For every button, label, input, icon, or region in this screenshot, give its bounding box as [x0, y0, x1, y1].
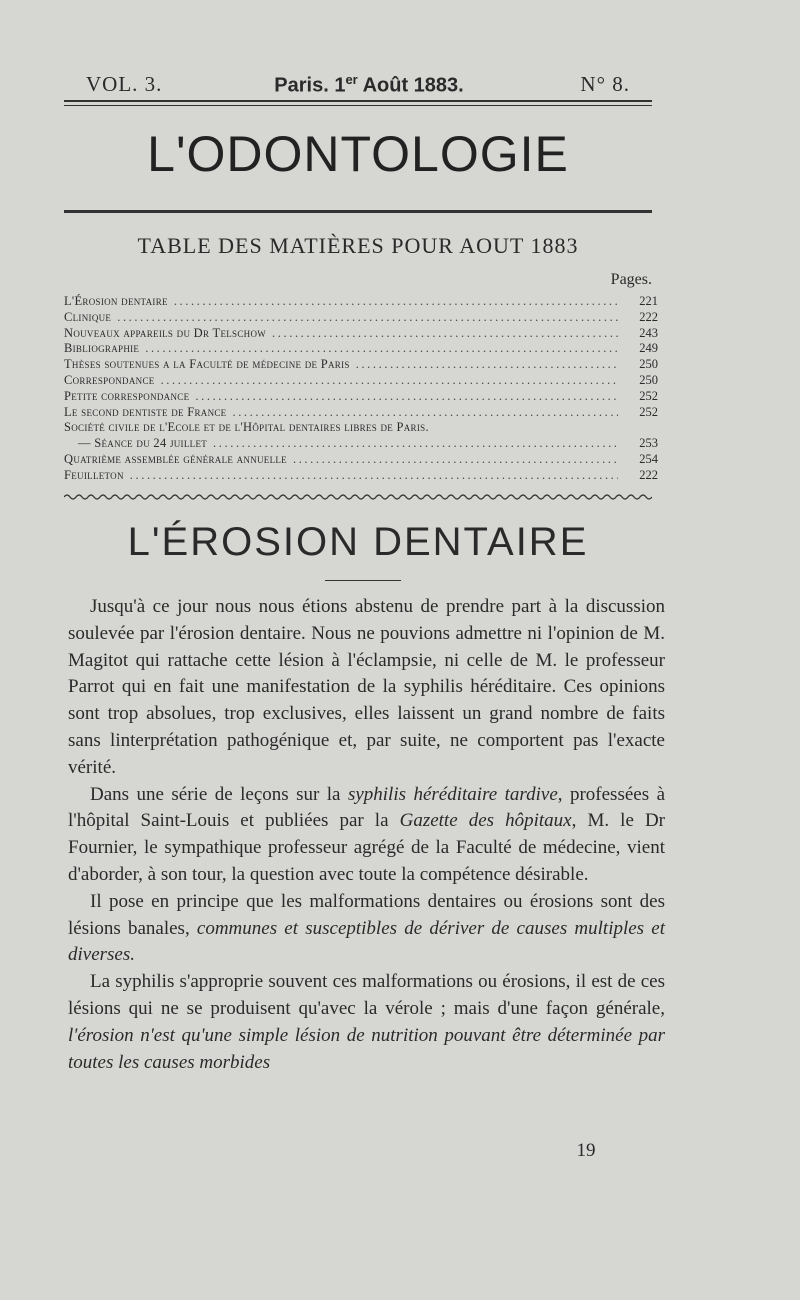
toc-leader: [356, 357, 618, 373]
paragraph-3: [68, 889, 665, 969]
volume-label: VOL. 3.: [86, 72, 163, 96]
toc-entry-title: Le second dentiste de France: [64, 404, 227, 419]
toc-entry: [64, 420, 658, 436]
toc-entry: [64, 357, 658, 373]
toc-entry-page: 222: [639, 309, 658, 324]
toc-leader: [161, 373, 618, 389]
header-double-rule: [64, 100, 652, 106]
toc-leader: [117, 310, 618, 326]
p4-text-a: La syphilis s'approprie souvent ces malformations ou érosions, il est de ces lésions qui ne se produisent qu'avec la vérole ; mais d'une façon générale,: [68, 971, 665, 1019]
issue-date: [244, 72, 494, 98]
toc-entry-title: — Séance du 24 juillet: [78, 436, 208, 451]
toc-entry-page: 221: [639, 294, 658, 308]
masthead: [64, 68, 652, 102]
toc-entry: [64, 294, 658, 310]
toc-leader: [145, 341, 618, 357]
toc-heading: TABLE DES MATIÈRES POUR AOUT 1883: [137, 233, 579, 258]
p2-text-a: Dans une série de leçons sur la: [90, 783, 348, 805]
toc-entry-page: 250: [639, 372, 658, 387]
p3-italic: communes et susceptibles de dériver de causes multiples et diverses.: [68, 917, 665, 966]
paragraph-2: [68, 782, 665, 889]
toc-entry-title: Clinique: [64, 309, 112, 324]
title-rule: [64, 210, 652, 213]
toc-entry-page: 254: [639, 451, 658, 466]
toc-leader: [272, 326, 618, 342]
toc-entry-title: Quatrième assemblée générale annuelle: [64, 451, 287, 466]
article-title: L'ÉROSION DENTAIRE: [127, 520, 589, 564]
toc-leader: [213, 436, 618, 452]
toc-entry-title: Correspondance: [64, 372, 155, 387]
toc-entry: [64, 452, 658, 468]
toc-entry-title: Nouveaux appareils du Dr Telschow: [64, 325, 267, 340]
paragraph-4: [68, 969, 665, 1076]
toc-entry-title: Feuilleton: [64, 467, 124, 482]
toc-entry-title: Société civile de l'Ecole et de l'Hôpital dentaires libres de Paris.: [64, 420, 429, 435]
article-body: [68, 594, 665, 1076]
p2-text-c: , M. le Dr Fournier, le sympathique professeur agrégé de la Faculté de médecine, vient d'aborder, à son tour, la question avec toute la compétence désirable.: [68, 810, 666, 885]
toc-entry-page: 222: [639, 467, 658, 482]
paragraph-1: Jusqu'à ce jour nous nous étions abstenu de prendre part à la discussion soulevée par l'érosion dentaire. Nous ne pouvions admettre ni l'opinion de M. Magitot qui rattache cette lésion à l'éclampsie, ni celle de M. le professeur Parrot qui en fait une manifestation de la syphilis héréditaire. Ces opinions sont trop absolues, trop exclusives, elles laissent un grand nombre de faits sans linterprétation pathogénique et, par suite, ne comportent pas l'exacte vérité.: [68, 596, 665, 778]
page-number: 19: [576, 1140, 596, 1161]
toc-entry: [64, 310, 658, 326]
p2-text-b: , professées à l'hôpital Saint-Louis et publiées par la: [68, 783, 665, 832]
toc-entry-page: 243: [639, 325, 658, 340]
date-suffix: Août 1883.: [357, 74, 464, 97]
p2-italic-2: Gazette des hôpitaux: [399, 810, 572, 832]
toc-entry-page: 249: [639, 341, 658, 356]
toc-entry-title: L'Érosion dentaire: [64, 294, 168, 308]
toc-leader: [174, 294, 618, 310]
issue-number: N° 8.: [580, 72, 630, 96]
article-title-rule: [325, 580, 401, 581]
toc-entry: [64, 468, 658, 484]
toc-entry-page: 253: [639, 436, 658, 451]
date-prefix: Paris. 1: [274, 74, 346, 97]
p2-italic-1: syphilis héréditaire tardive: [347, 783, 558, 805]
toc-entry: [64, 373, 658, 389]
date-sup: er: [345, 72, 358, 87]
wavy-divider: [64, 492, 652, 502]
table-of-contents: [64, 294, 658, 484]
toc-entry: [64, 436, 658, 452]
toc-entry: [64, 405, 658, 421]
toc-entry: [64, 326, 658, 342]
toc-pages-label: Pages.: [610, 271, 652, 288]
toc-leader: [130, 468, 618, 484]
journal-title: L'ODONTOLOGIE: [147, 126, 569, 182]
p3-text-a: Il pose en principe que les malformations dentaires ou érosions sont des lésions banales,: [68, 890, 665, 939]
toc-entry: [64, 341, 658, 357]
toc-entry-page: 252: [639, 404, 658, 419]
toc-entry: [64, 389, 658, 405]
toc-entry-title: Thèses soutenues a la Faculté de médecine de Paris: [64, 357, 350, 372]
toc-leader: [293, 452, 618, 468]
p4-italic: l'érosion n'est qu'une simple lésion de nutrition pouvant être déterminée par toutes les causes morbides: [68, 1024, 665, 1073]
toc-entry-title: Petite correspondance: [64, 388, 190, 403]
toc-entry-page: 250: [639, 357, 658, 372]
toc-leader: [195, 389, 618, 405]
toc-entry-title: Bibliographie: [64, 341, 140, 356]
toc-leader: [232, 405, 618, 421]
toc-entry-page: 252: [639, 388, 658, 403]
